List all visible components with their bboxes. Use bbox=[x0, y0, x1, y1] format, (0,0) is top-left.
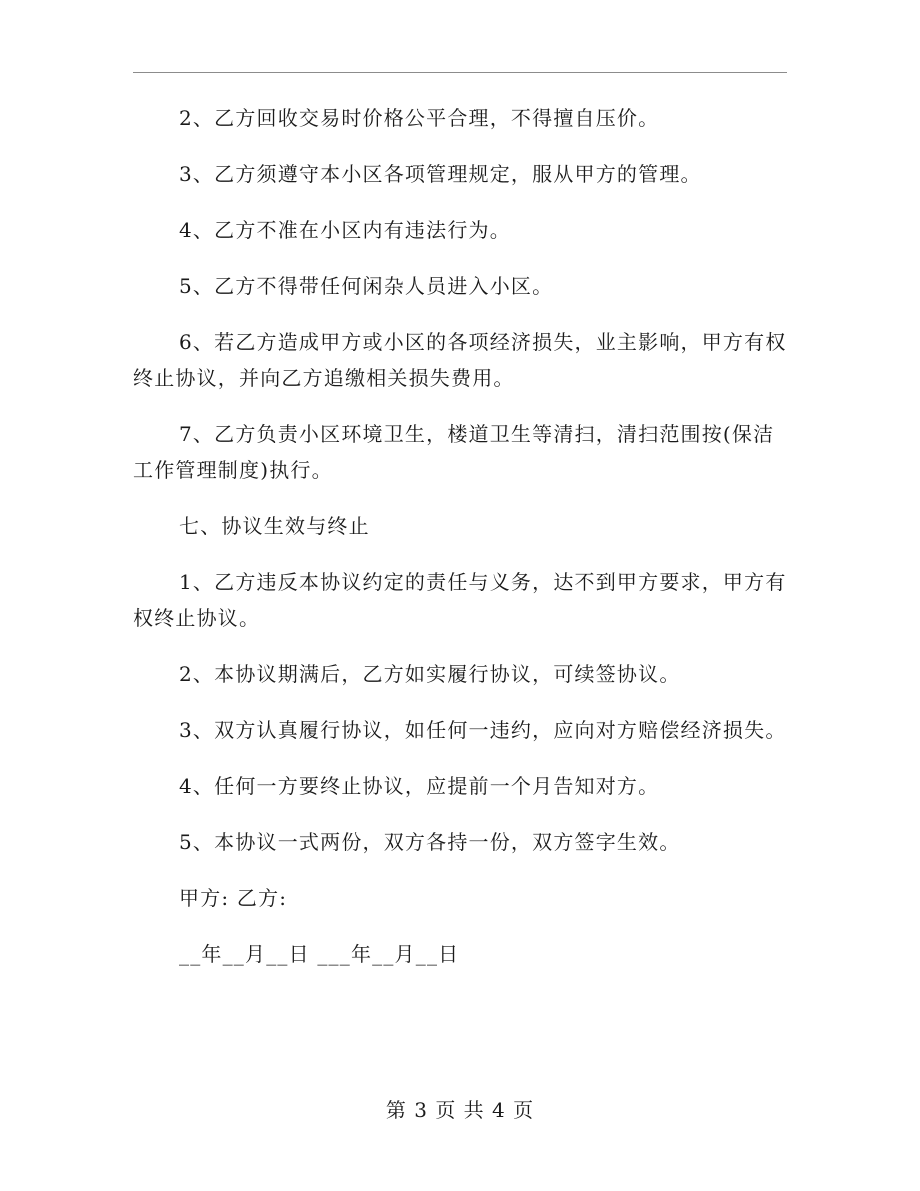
page-number-footer bbox=[0, 1094, 920, 1123]
clause-6-losses: 6、若乙方造成甲方或小区的各项经济损失，业主影响，甲方有权终止协议，并向乙方追缴相关损失费用。 bbox=[133, 330, 787, 390]
section-heading-7: 七、协议生效与终止 bbox=[179, 514, 370, 538]
clause-2-pricing: 2、乙方回收交易时价格公平合理，不得擅自压价。 bbox=[179, 106, 660, 130]
page-number-text: 第 3 页 共 4 页 bbox=[385, 1098, 535, 1122]
signature-parties: 甲方: 乙方: bbox=[179, 886, 288, 910]
termination-clause-2: 2、本协议期满后，乙方如实履行协议，可续签协议。 bbox=[179, 662, 681, 686]
termination-clause-5: 5、本协议一式两份，双方各持一份，双方签字生效。 bbox=[179, 830, 681, 854]
termination-clause-1: 1、乙方违反本协议约定的责任与义务，达不到甲方要求，甲方有权终止协议。 bbox=[133, 570, 787, 630]
termination-clause-3: 3、双方认真履行协议，如任何一违约，应向对方赔偿经济损失。 bbox=[179, 718, 787, 742]
document-body bbox=[133, 100, 793, 992]
clause-5-no-outsiders: 5、乙方不得带任何闲杂人员进入小区。 bbox=[179, 274, 554, 298]
signature-dates: __年__月__日 ___年__月__日 bbox=[179, 942, 460, 966]
clause-4-no-illegal: 4、乙方不准在小区内有违法行为。 bbox=[179, 218, 511, 242]
header-divider bbox=[133, 72, 787, 73]
clause-7-cleaning: 7、乙方负责小区环境卫生，楼道卫生等清扫，清扫范围按(保洁工作管理制度)执行。 bbox=[133, 422, 775, 482]
termination-clause-4: 4、任何一方要终止协议，应提前一个月告知对方。 bbox=[179, 774, 660, 798]
clause-3-regulations: 3、乙方须遵守本小区各项管理规定，服从甲方的管理。 bbox=[179, 162, 702, 186]
